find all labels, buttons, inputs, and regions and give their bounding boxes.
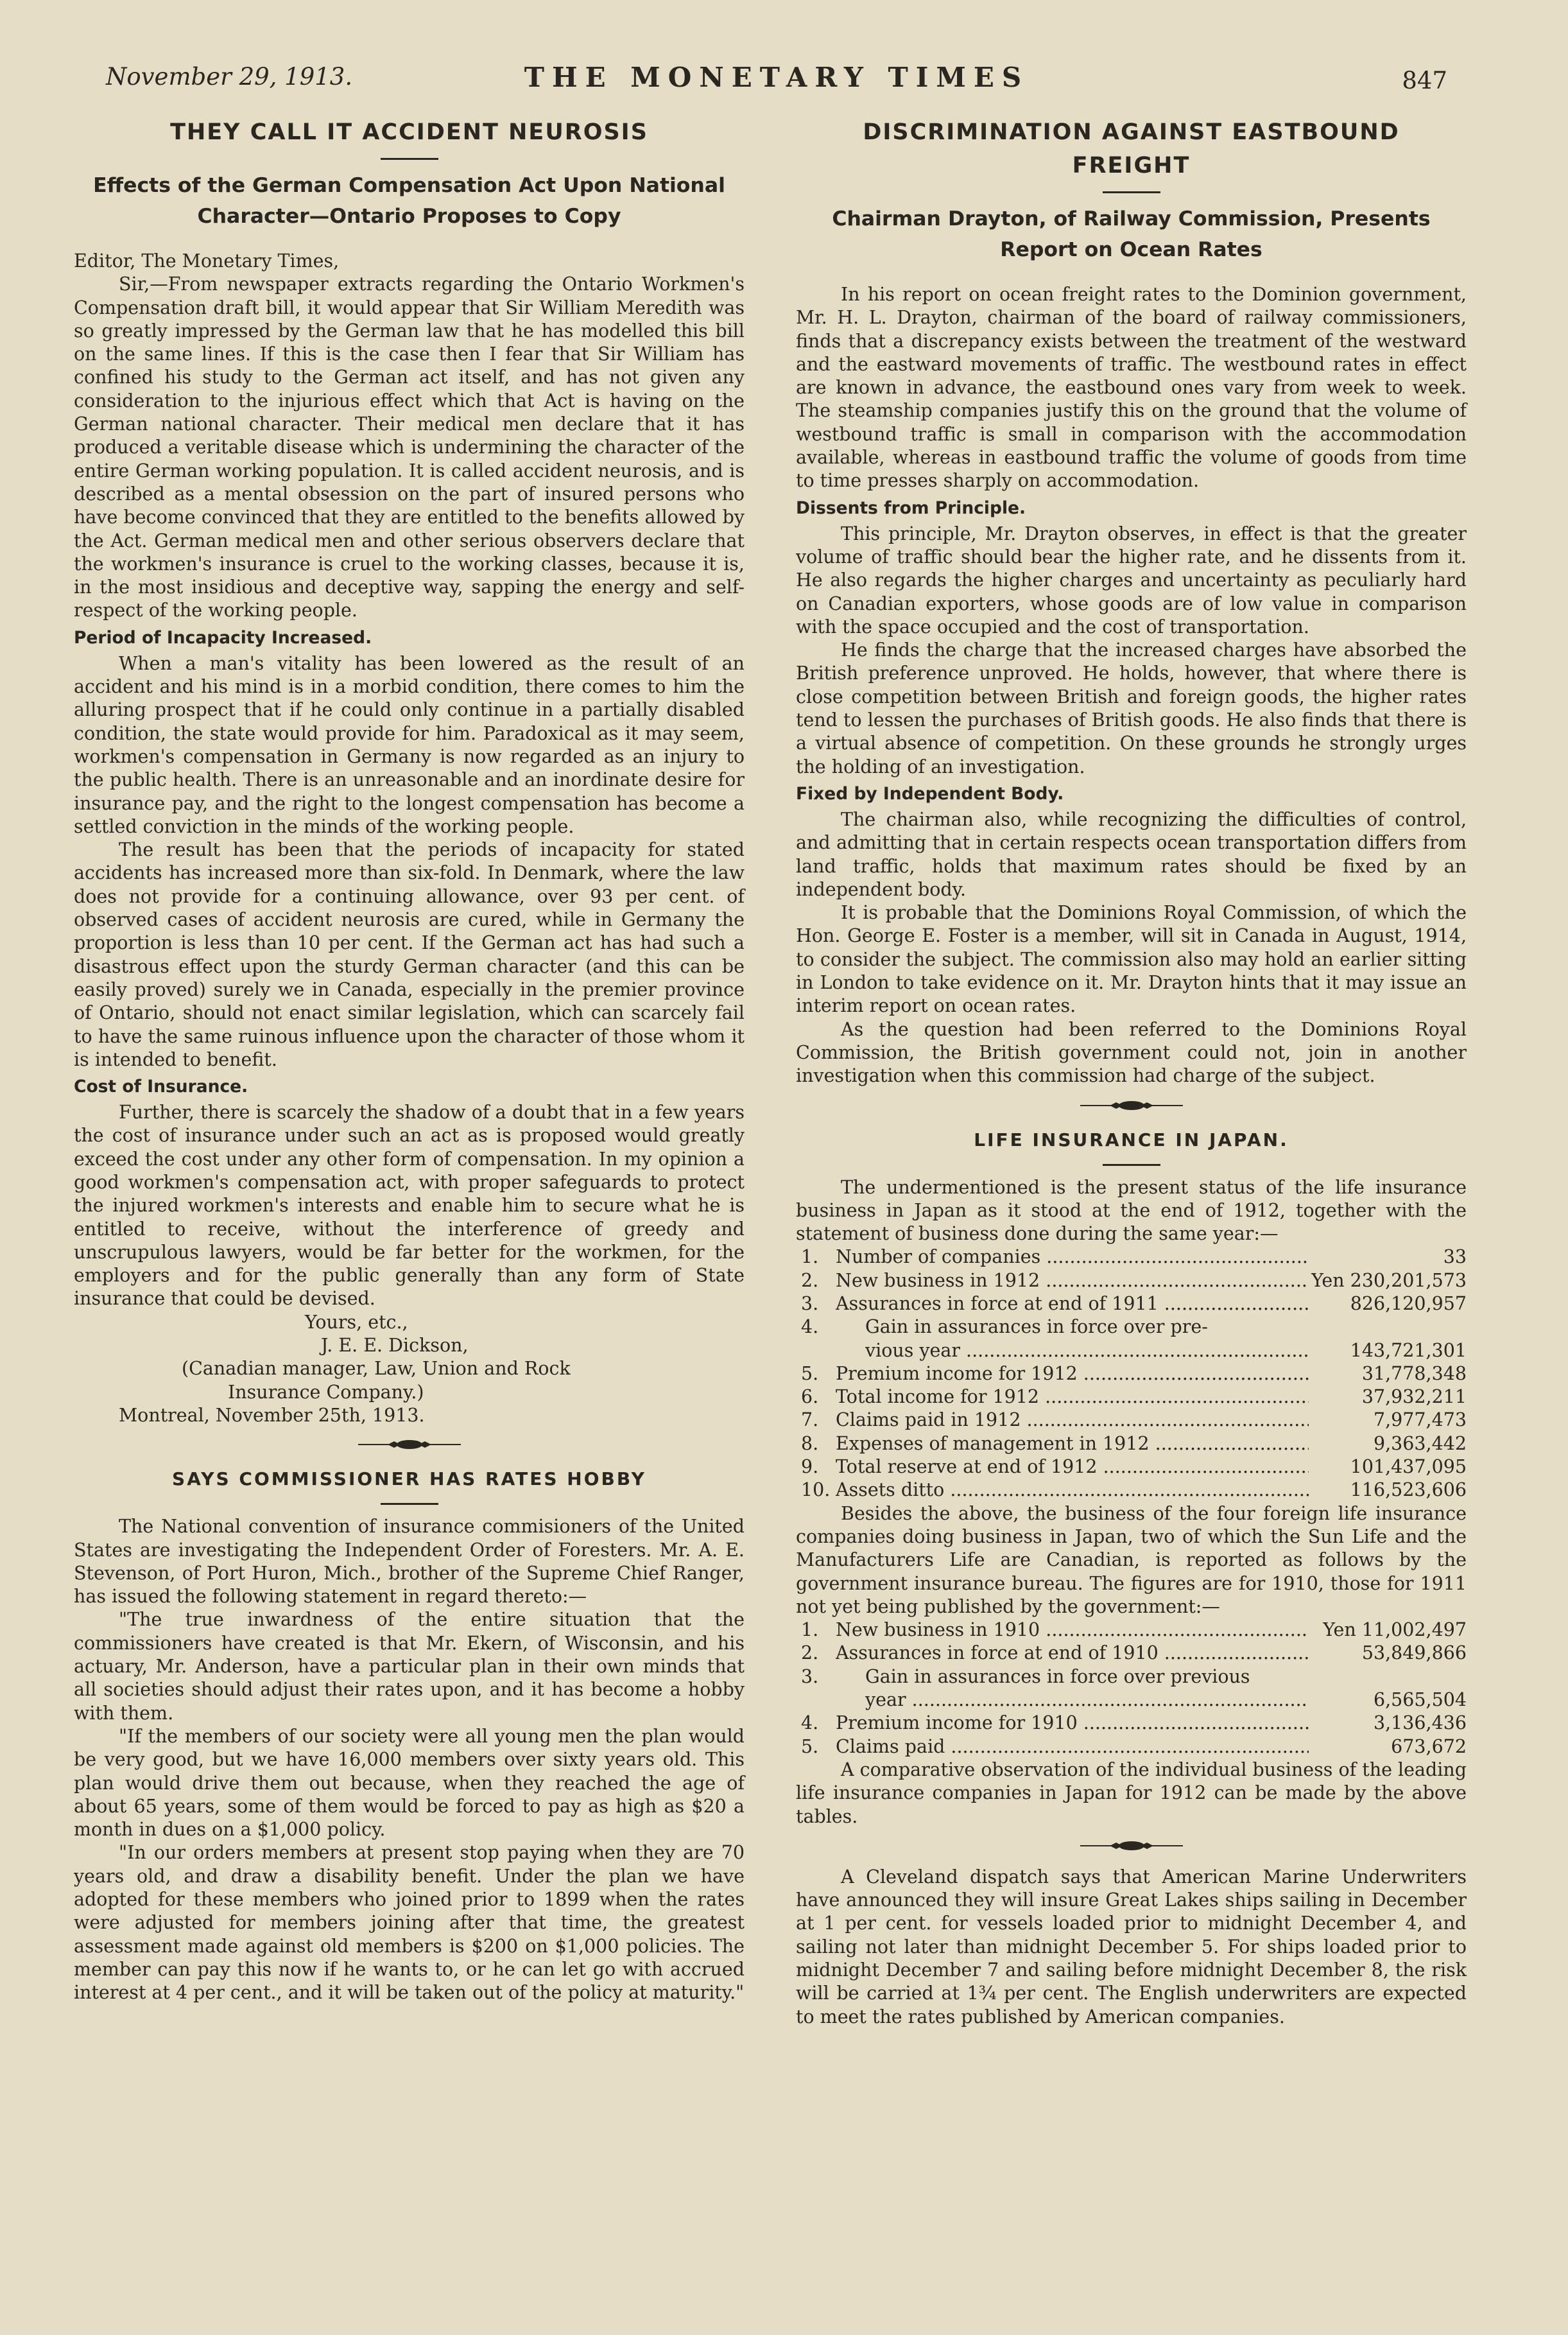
- headline-rule: [1103, 1164, 1160, 1166]
- ornament-divider: [1080, 1100, 1183, 1111]
- subhead-line: Report on Ocean Rates: [1000, 238, 1262, 261]
- row-number: 8.: [801, 1432, 819, 1454]
- ornament-divider: [1080, 1840, 1183, 1852]
- row-number: 5.: [801, 1735, 819, 1757]
- row-number: 4.: [801, 1712, 819, 1734]
- table-row: [796, 1432, 1467, 1455]
- paragraph: This principle, Mr. Drayton observes, in effect is that the greater volume of traffic should bear the higher rate, and he dissents from it. He also regards the higher charges and uncertainty as peculiarly hard on Canadian exporters, whose goods are of low value in comparison with the space occupied and the cost of transportation.: [796, 523, 1467, 638]
- paragraph: When a man's vitality has been lowered as the result of an accident and his mind is in a morbid condition, there comes to him the alluring prospect that if he could only continue in a partially disabled condition, the state would provide for him. Paradoxical as it may seem, workmen's compensation in Germany is now regarded as an injury to the public health. There is an unreasonable and an inordinate desire for insurance pay, and the right to the longest compensation has become a settled conviction in the minds of the working people.: [74, 652, 745, 837]
- row-label: Premium income for 1912 .....: [836, 1362, 1309, 1385]
- row-label: Assurances in force at end of 1911 .....: [836, 1292, 1309, 1315]
- row-label: Claims paid .....: [836, 1735, 1309, 1758]
- table-row: [796, 1409, 1467, 1432]
- issue-date: November 29, 1913.: [106, 63, 353, 91]
- table-row: [796, 1455, 1467, 1479]
- paragraph: Further, there is scarcely the shadow of a doubt that in a few years the cost of insurance under such an act as is proposed would greatly exceed the cost under any other form of compensation. In my opinion a good workmen's compensation act, with proper safeguards to protect the injured workmen's interests and enable him to secure what he is entitled to receive, without the interference of greedy and unscrupulous lawyers, would be far better for the workmen, for the employers and for the public generally than any form of State insurance that could be devised.: [74, 1102, 745, 1310]
- row-number: 4.: [801, 1316, 819, 1338]
- row-number: 1.: [801, 1246, 819, 1268]
- article-headline: [796, 116, 1467, 182]
- row-number: 3.: [801, 1292, 819, 1314]
- signature-line: Yours, etc.,: [305, 1311, 408, 1333]
- section-heading: Dissents from Principle.: [796, 498, 1026, 518]
- paragraph: The National convention of insurance commisioners of the United States are investigating the Independent Order of Foresters. Mr. A. E. Stevenson, of Port Huron, Mich., brother of the Supreme Chief Ranger, has issued the following statement in regard thereto:—: [74, 1516, 745, 1608]
- row-number: 1.: [801, 1619, 819, 1641]
- paragraph: A comparative observation of the individual business of the leading life insurance companies in Japan for 1912 can be made by the above tables.: [796, 1758, 1467, 1827]
- row-label: Gain in assurances in force over pre-: [865, 1316, 1208, 1338]
- row-label: New business in 1912 .....: [836, 1269, 1307, 1292]
- article-subhead: [796, 204, 1467, 265]
- table-row: [796, 1292, 1467, 1315]
- row-value: 9,363,442: [1373, 1432, 1467, 1454]
- row-value: 53,849,866: [1361, 1642, 1467, 1664]
- letter-salutation: Editor, The Monetary Times,: [74, 250, 340, 272]
- paragraph: The undermentioned is the present status of the life insurance business in Japan as it stood at the end of 1912, together with the statement of business done during the same year:—: [796, 1176, 1467, 1245]
- running-head: [106, 63, 1447, 101]
- row-value: 143,721,301: [1350, 1339, 1467, 1361]
- paragraph: "The true inwardness of the entire situation that the commissioners have created is that Mr. Ekern, of Wisconsin, and his actuary, Mr. Anderson, have a particular plan in their own minds that all societies should adjust their rates upon, and it has become a hobby with them.: [74, 1609, 745, 1724]
- article-headline: LIFE INSURANCE IN JAPAN.: [974, 1129, 1289, 1150]
- row-value: 33: [1443, 1246, 1467, 1268]
- row-number: 2.: [801, 1269, 819, 1291]
- row-value: 101,437,095: [1350, 1456, 1467, 1478]
- paragraph: In his report on ocean freight rates to the Dominion government, Mr. H. L. Drayton, chairman of the board of railway commissioners, finds that a discrepancy exists between the treatment of the westward and the eastward movements of traffic. The westbound rates in effect are known in advance, the eastbound ones vary from week to week. The steamship companies justify this on the ground that the volume of westbound traffic is small in comparison with the accommodation available, whereas in eastbound traffic the volume of goods from time to time presses sharply on accommodation.: [796, 284, 1467, 492]
- statistics-table: [796, 1619, 1467, 1758]
- headline-line: DISCRIMINATION AGAINST EASTBOUND: [863, 119, 1400, 145]
- statistics-table: [796, 1246, 1467, 1502]
- table-row: [796, 1665, 1467, 1688]
- row-number: 6.: [801, 1386, 819, 1408]
- left-column: [74, 116, 745, 2004]
- table-row: [796, 1385, 1467, 1409]
- row-value: 31,778,348: [1361, 1362, 1467, 1384]
- headline-rule: [381, 158, 438, 160]
- signature-line: (Canadian manager, Law, Union and Rock: [182, 1358, 571, 1380]
- page-number: 847: [1402, 67, 1447, 94]
- table-row: [796, 1246, 1467, 1269]
- row-value: 826,120,957: [1350, 1292, 1467, 1314]
- row-value: 7,977,473: [1373, 1409, 1467, 1431]
- row-number: 9.: [801, 1456, 819, 1478]
- paragraph: Sir,—From newspaper extracts regarding the Ontario Workmen's Compensation draft bill, it would appear that Sir William Meredith was so greatly impressed by the German law that he has modelled this bill on the same lines. If this is the case then I fear that Sir William has confined his study to the German act itself, and has not given any consideration to the injurious effect which that Act is having on the German national character. Their medical men declare that it has produced a veritable disease which is undermining the character of the entire German working population. It is called accident neurosis, and is described as a mental obsession on the part of insured persons who have become convinced that they are entitled to the benefits allowed by the Act. German medical men and other serious observers declare that the workmen's insurance is cruel to the working classes, because it is, in the most insidious and deceptive way, sapping the energy and self-respect of the working people.: [74, 273, 745, 621]
- table-row: [796, 1339, 1467, 1362]
- table-row: [796, 1712, 1467, 1735]
- row-label: Number of companies .....: [836, 1246, 1309, 1269]
- table-row: [796, 1735, 1467, 1758]
- row-value: 6,565,504: [1373, 1689, 1467, 1711]
- section-heading: Cost of Insurance.: [74, 1077, 248, 1097]
- table-row: [796, 1688, 1467, 1712]
- row-value: 37,932,211: [1361, 1386, 1467, 1408]
- paragraph: The chairman also, while recognizing the difficulties of control, and admitting that in certain respects ocean transportation differs from land traffic, holds that maximum rates should be fixed by an independent body.: [796, 808, 1467, 900]
- row-number: 2.: [801, 1642, 819, 1664]
- signature-name: J. E. E. Dickson,: [321, 1335, 469, 1357]
- table-row: [796, 1362, 1467, 1385]
- headline-line: FREIGHT: [1072, 153, 1191, 178]
- row-value: 3,136,436: [1373, 1712, 1467, 1734]
- paragraph: He finds the charge that the increased charges have absorbed the British preference unproved. He holds, however, that where there is close competition between British and foreign goods, the higher rates tend to lessen the purchases of British goods. He also finds that there is a virtual absence of competition. On these grounds he strongly urges the holding of an investigation.: [796, 639, 1467, 777]
- paragraph: Besides the above, the business of the four foreign life insurance companies doing business in Japan, two of which the Sun Life and the Manufacturers Life are Canadian, is reported as follows by the government insurance bureau. The figures are for 1910, those for 1911 not yet being published by the government:—: [796, 1502, 1467, 1617]
- paragraph: "In our orders members at present stop paying when they are 70 years old, and draw a disability benefit. Under the plan we have adopted for these members who joined prior to 1899 when the rates were adjusted for members joining after that time, the greatest assessment made against old members is $200 on $1,000 policies. The member can pay this now if he wants to, or he can let go with accrued interest at 4 per cent., and it will be taken out of the policy at maturity.": [74, 1842, 745, 2004]
- paragraph: It is probable that the Dominions Royal Commission, of which the Hon. George E. Foster is a member, will sit in Canada in August, 1914, to consider the subject. The commission also may hold an earlier sitting in London to take evidence on it. Mr. Drayton hints that it may issue an interim report on ocean rates.: [796, 902, 1467, 1017]
- headline-rule: [381, 1503, 438, 1505]
- subhead-line: Chairman Drayton, of Railway Commission, Presents: [832, 207, 1431, 230]
- row-value: Yen 230,201,573: [1311, 1269, 1467, 1291]
- paragraph: A Cleveland dispatch says that American Marine Underwriters have announced they will insure Great Lakes ships sailing in December at 1 per cent. for vessels loaded prior to midnight December 4, and sailing not later than midnight December 5. For ships loaded prior to midnight December 7 and sailing before midnight December 8, the risk will be carried at 1¾ per cent. The English underwriters are expected to meet the rates published by American companies.: [796, 1866, 1467, 2027]
- section-heading: Fixed by Independent Body.: [796, 783, 1064, 804]
- table-row: [796, 1315, 1467, 1339]
- row-number: 3.: [801, 1665, 819, 1687]
- headline-rule: [1103, 191, 1160, 193]
- row-label: Assurances in force at end of 1910 .....: [836, 1642, 1309, 1665]
- row-label: Gain in assurances in force over previous: [865, 1665, 1250, 1687]
- paragraph: "If the members of our society were all young men the plan would be very good, but we have 16,000 members over sixty years old. This plan would drive them out because, when they reached the age of about 65 years, some of them would be forced to pay as high as $20 a month in dues on a $1,000 policy.: [74, 1725, 745, 1841]
- section-heading: Period of Incapacity Increased.: [74, 627, 372, 648]
- subhead-line: Character—Ontario Proposes to Copy: [197, 205, 621, 228]
- paragraph: The result has been that the periods of incapacity for stated accidents has increased more than six-fold. In Denmark, where the law does not provide for a continuing allowance, over 93 per cent. of observed cases of accident neurosis are cured, while in Germany the proportion is less than 10 per cent. If the German act has had such a disastrous effect upon the sturdy German character (and this can be easily proved) surely we in Canada, especially in the premier province of Ontario, should not enact similar legislation, which can scarcely fail to have the same ruinous influence upon the character of those whom it is intended to benefit.: [74, 839, 745, 1070]
- ornament-divider: [358, 1439, 461, 1450]
- right-column: [796, 116, 1467, 2029]
- article-headline: SAYS COMMISSIONER HAS RATES HOBBY: [172, 1468, 646, 1490]
- row-number: 7.: [801, 1409, 819, 1431]
- row-label: Premium income for 1910 .....: [836, 1712, 1309, 1735]
- row-label: Assets ditto .....: [836, 1479, 1309, 1502]
- signature-line: Insurance Company.): [228, 1381, 424, 1403]
- row-number: 5.: [801, 1362, 819, 1384]
- row-label: Total reserve at end of 1912 .....: [836, 1455, 1309, 1479]
- row-label: Total income for 1912 .....: [836, 1385, 1309, 1409]
- row-label: Expenses of management in 1912 .....: [836, 1432, 1309, 1455]
- paragraph: As the question had been referred to the Dominions Royal Commission, the British government could not, join in another investigation when this commission had charge of the subject.: [796, 1018, 1467, 1087]
- signature-dateline: Montreal, November 25th, 1913.: [119, 1404, 425, 1426]
- subhead-line: Effects of the German Compensation Act Upon National: [93, 174, 725, 197]
- row-label: vious year .....: [865, 1339, 1309, 1362]
- row-value: 673,672: [1391, 1735, 1467, 1757]
- table-row: [796, 1479, 1467, 1502]
- row-number: 10.: [801, 1479, 831, 1501]
- publication-title: THE MONETARY TIMES: [524, 62, 1030, 93]
- article-subhead: [74, 170, 745, 232]
- row-label: New business in 1910 .....: [836, 1619, 1309, 1642]
- table-row: [796, 1642, 1467, 1665]
- table-row: [796, 1619, 1467, 1642]
- row-value: 116,523,606: [1350, 1479, 1467, 1501]
- table-row: [796, 1269, 1467, 1292]
- row-label: year .....: [865, 1688, 1309, 1712]
- article-headline: THEY CALL IT ACCIDENT NEUROSIS: [170, 119, 648, 145]
- row-value: Yen 11,002,497: [1323, 1619, 1467, 1641]
- row-label: Claims paid in 1912 .....: [836, 1409, 1309, 1432]
